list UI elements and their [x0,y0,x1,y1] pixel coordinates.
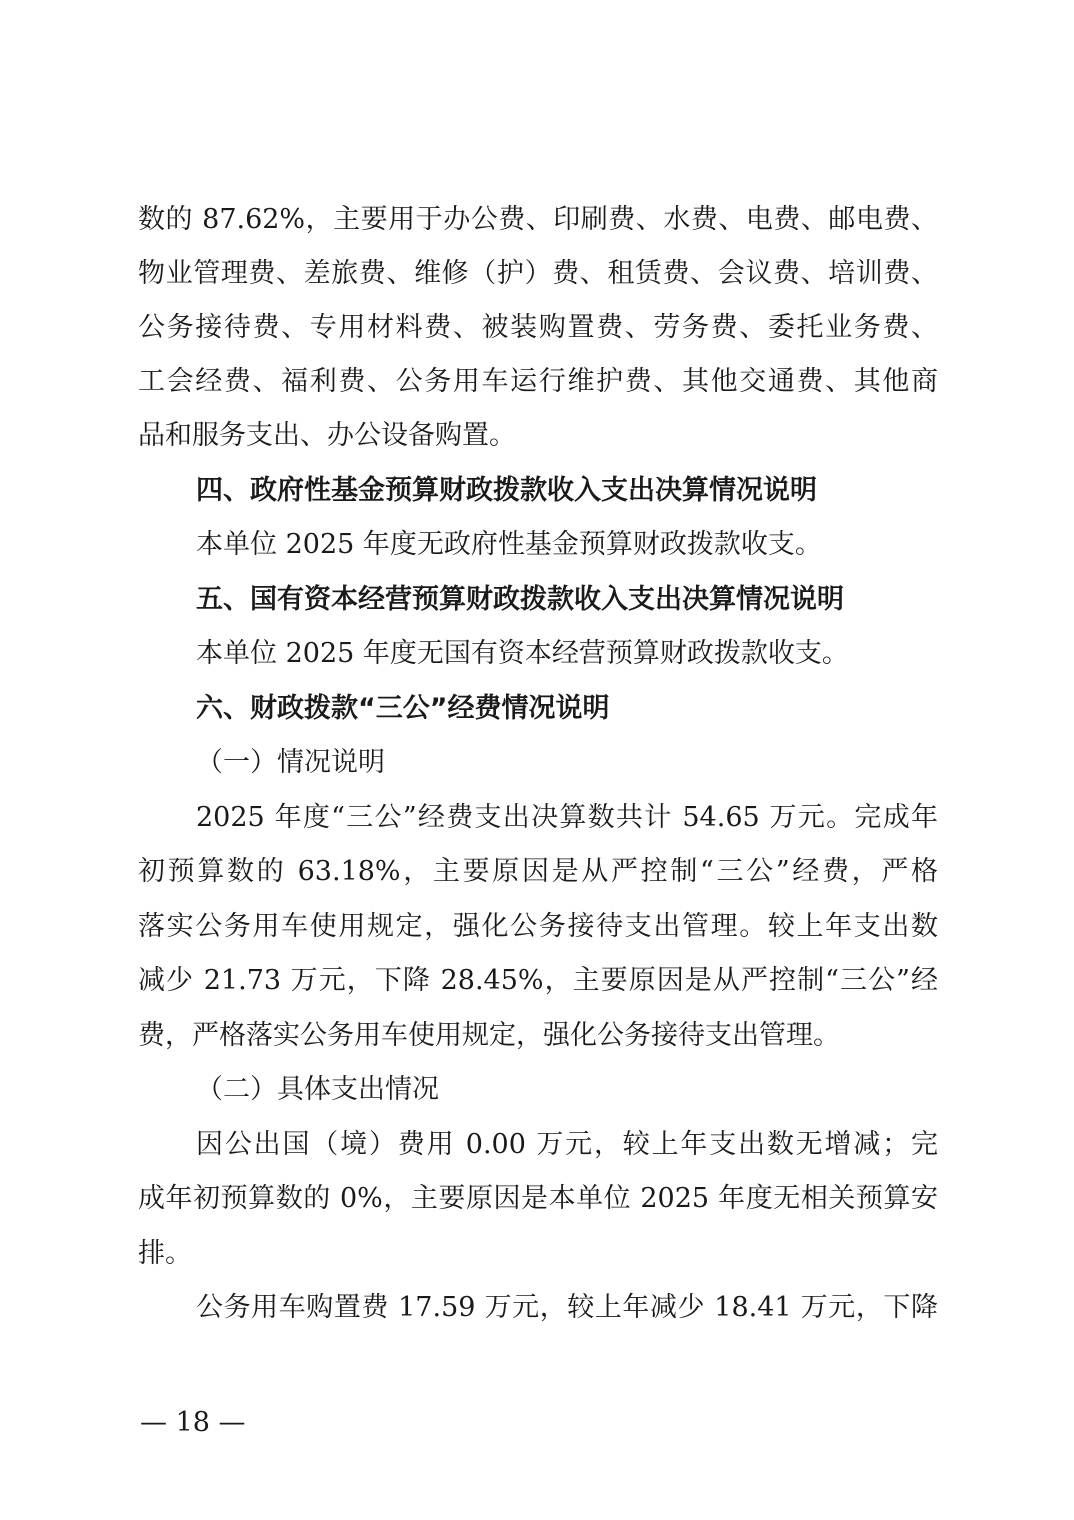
section-heading-4: 四、政府性基金预算财政拨款收入支出决算情况说明 [196,475,817,506]
body-text-line: 减少 21.73 万元，下降 28.45%，主要原因是从严控制“三公”经 [138,965,938,996]
body-text-line: 品和服务支出、办公设备购置。 [138,420,516,451]
body-text-line: 落实公务用车使用规定，强化公务接待支出管理。较上年支出数 [138,911,938,942]
body-text-line: 工会经费、福利费、公务用车运行维护费、其他交通费、其他商 [138,366,938,397]
body-text-line: 本单位 2025 年度无国有资本经营预算财政拨款收支。 [196,638,849,669]
subsection-heading-2: （二）具体支出情况 [196,1074,439,1105]
body-text-line: 成年初预算数的 0%，主要原因是本单位 2025 年度无相关预算安 [138,1183,938,1214]
body-text-line: 本单位 2025 年度无政府性基金预算财政拨款收支。 [196,529,822,560]
section-heading-5: 五、国有资本经营预算财政拨款收入支出决算情况说明 [196,584,844,615]
body-text-line: 数的 87.62%，主要用于办公费、印刷费、水费、电费、邮电费、 [138,204,938,235]
page-number: — 18 — [140,1407,246,1438]
body-text-line: 因公出国（境）费用 0.00 万元，较上年支出数无增减；完 [196,1129,938,1160]
body-text-line: 公务接待费、专用材料费、被装购置费、劳务费、委托业务费、 [138,312,938,343]
subsection-heading-1: （一）情况说明 [196,747,385,778]
body-text-line: 初预算数的 63.18%，主要原因是从严控制“三公”经费，严格 [138,856,938,887]
section-heading-6: 六、财政拨款“三公”经费情况说明 [196,693,610,724]
body-text-line: 物业管理费、差旅费、维修（护）费、租赁费、会议费、培训费、 [138,258,938,289]
body-text-line: 费，严格落实公务用车使用规定，强化公务接待支出管理。 [138,1020,840,1051]
body-text-line: 2025 年度“三公”经费支出决算数共计 54.65 万元。完成年 [196,802,938,833]
body-text-line: 公务用车购置费 17.59 万元，较上年减少 18.41 万元，下降 [196,1292,938,1323]
body-text-line: 排。 [138,1238,192,1269]
